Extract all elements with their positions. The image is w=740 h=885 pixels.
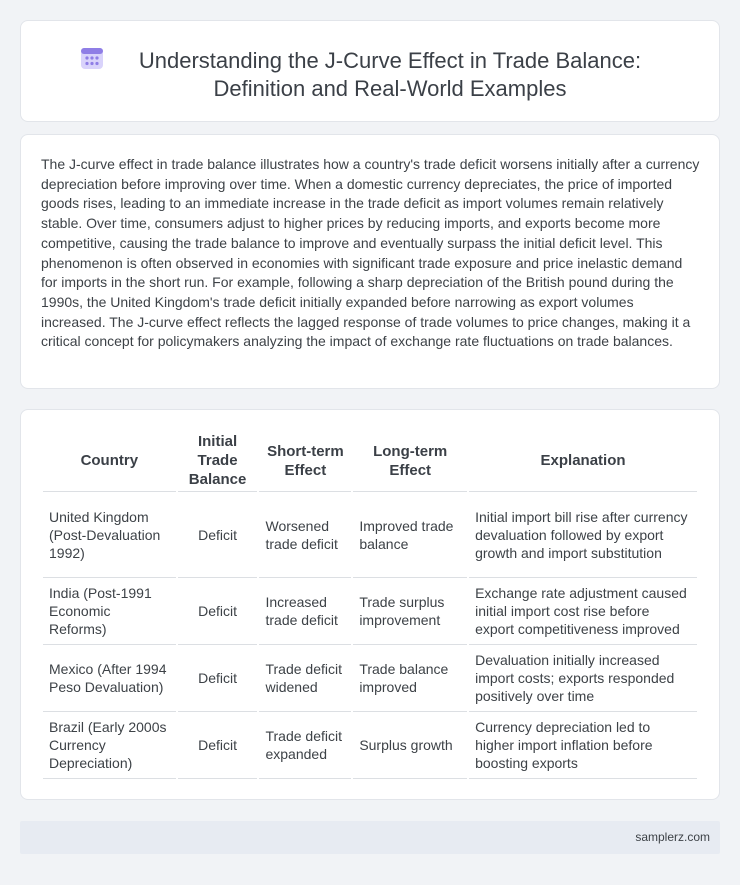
cell-explanation: Currency depreciation led to higher import inflation before boosting exports — [469, 712, 697, 779]
cell-initial-balance: Deficit — [178, 712, 258, 779]
cell-country: Brazil (Early 2000s Currency Depreciation) — [43, 712, 176, 779]
cell-explanation: Exchange rate adjustment caused initial import cost rise before export competitiveness improved — [469, 578, 697, 645]
table-row — [43, 492, 697, 578]
table-header-row — [43, 430, 697, 492]
cell-long-term: Trade surplus improvement — [353, 578, 467, 645]
header-long-term: Long-term Effect — [353, 430, 467, 492]
cell-initial-balance: Deficit — [178, 645, 258, 712]
page-title — [21, 47, 719, 103]
cell-initial-balance: Deficit — [178, 492, 258, 578]
page-title-line1: Understanding the J-Curve Effect in Trade Balance: — [138, 48, 642, 73]
cell-explanation: Devaluation initially increased import costs; exports responded positively over time — [469, 645, 697, 712]
cell-initial-balance: Deficit — [178, 578, 258, 645]
header-initial-balance: Initial Trade Balance — [178, 430, 258, 492]
cell-short-term: Trade deficit widened — [259, 645, 351, 712]
table-row — [43, 712, 697, 779]
intro-paragraph: The J-curve effect in trade balance illustrates how a country's trade deficit worsens initially after a currency depreciation before improving over time. When a domestic currency depreciates, the price of imported goods rises, leading to an immediate increase in the trade deficit as import volumes remain relatively stable. Over time, consumers adjust to higher prices by reducing imports, and exports become more competitive, causing the trade balance to improve and eventually surpass the initial deficit level. This phenomenon is often observed in economies with significant trade exposure and price inelastic demand for imports in the short run. For example, following a sharp depreciation of the British pound during the 1990s, the United Kingdom's trade deficit initially expanded before narrowing as export volumes increased. The J-curve effect reflects the lagged response of trade volumes to price changes, making it a critical concept for policymakers analyzing the impact of exchange rate fluctuations on trade balances. — [41, 156, 700, 350]
cell-country: India (Post-1991 Economic Reforms) — [43, 578, 176, 645]
page-title-line2: Definition and Real-World Examples — [213, 76, 567, 101]
footer-site-link[interactable]: samplerz.com — [635, 830, 710, 844]
header-short-term: Short-term Effect — [259, 430, 351, 492]
header-explanation: Explanation — [469, 430, 697, 492]
cell-long-term: Trade balance improved — [353, 645, 467, 712]
cell-explanation: Initial import bill rise after currency devaluation followed by export growth and import substitution — [469, 492, 697, 578]
cell-short-term: Increased trade deficit — [259, 578, 351, 645]
cell-short-term: Worsened trade deficit — [259, 492, 351, 578]
cell-long-term: Surplus growth — [353, 712, 467, 779]
footer — [20, 821, 720, 854]
examples-table — [41, 430, 699, 779]
table-row — [43, 645, 697, 712]
table-row — [43, 578, 697, 645]
cell-country: Mexico (After 1994 Peso Devaluation) — [43, 645, 176, 712]
title-card — [20, 20, 720, 122]
table-card — [20, 409, 720, 800]
cell-short-term: Trade deficit expanded — [259, 712, 351, 779]
cell-country: United Kingdom (Post-Devaluation 1992) — [43, 492, 176, 578]
header-country: Country — [43, 430, 176, 492]
intro-card — [20, 134, 720, 389]
cell-long-term: Improved trade balance — [353, 492, 467, 578]
